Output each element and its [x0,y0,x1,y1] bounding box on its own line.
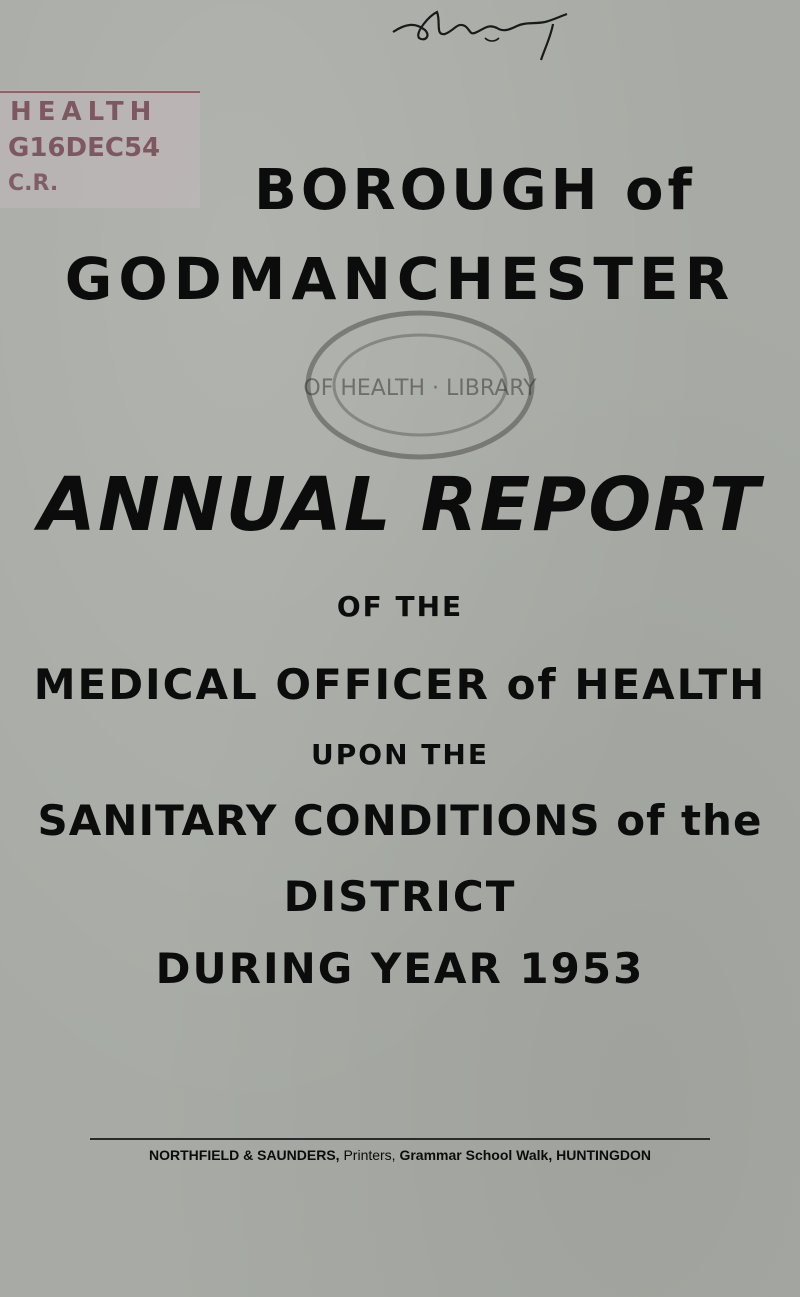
printer-name: NORTHFIELD & SAUNDERS, [149,1147,340,1163]
handwritten-signature [385,2,575,64]
printer-imprint [0,1147,800,1163]
district-line: DISTRICT [283,872,517,921]
annual-report-heading: ANNUAL REPORT [38,462,762,548]
borough-heading: BOROUGH of [254,158,696,223]
svg-text:C.R.: C.R. [8,171,59,196]
upon-the-line: UPON THE [311,738,489,771]
svg-text:G16DEC54: G16DEC54 [8,133,161,163]
footer-rule [90,1138,710,1140]
town-heading: GODMANCHESTER [64,245,736,313]
year-line: DURING YEAR 1953 [155,944,645,993]
svg-text:HEALTH: HEALTH [10,97,158,127]
printer-address: Grammar School Walk, HUNTINGDON [399,1147,651,1163]
seal-text: OF HEALTH · LIBRARY [303,376,537,401]
officer-line: MEDICAL OFFICER of HEALTH [33,660,767,709]
of-the-line: OF THE [336,590,464,623]
sanitary-line: SANITARY CONDITIONS of the [37,796,763,845]
printer-role: Printers, [339,1147,400,1163]
